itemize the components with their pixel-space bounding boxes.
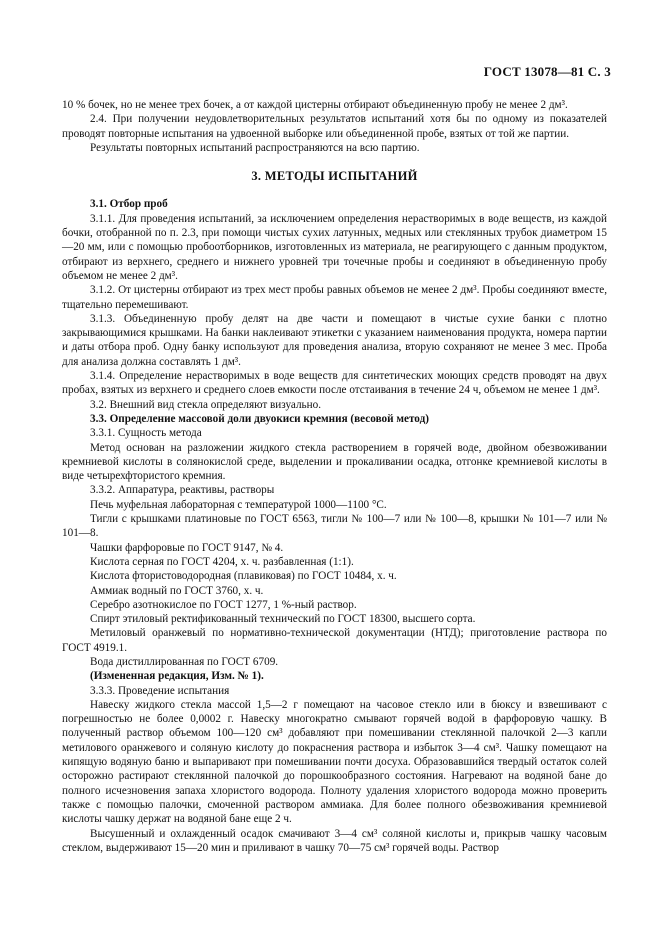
paragraph: Высушенный и охлажденный осадок смачивают 3—4 см³ соляной кислоты и, прикрыв чашку часовым стеклом, выдерживают 15—20 мин и приливают в чашку 70—75 см³ горячей воды. Раствор [62,827,607,854]
subsection-heading: 3.3. Определение массовой доли двуокиси кремния (весовой метод) [90,412,429,425]
paragraph: 3.2. Внешний вид стекла определяют визуально. [90,398,322,411]
paragraph: Метод основан на разложении жидкого стекла растворением в горячей воде, двойном обезвоживании кремниевой кислоты в солянокислой среде, выделении и прокаливании осадка, отгонке кремниевой кислоты в виде четырехфтористого кремния. [62,441,607,483]
paragraph: 3.1.4. Определение нерастворимых в воде веществ для синтетических моющих средств проводят на двух пробах, взятых из верхнего и среднего слоев емкости после отстаивания в течение 24 ч, объемом не менее 1 дм³. [62,370,607,397]
paragraph: 3.1.3. Объединенную пробу делят на две части и помещают в чистые сухие банки с плотно закрывающимися крышками. На банки наклеивают этикетки с указанием наименования продукта, номера партии и даты отбора проб. Одну банку используют для проведения анализа, вторую сохраняют не менее 3 мес. Проба для анализа должна составлять 1 дм³. [62,312,607,368]
page-header: ГОСТ 13078—81 С. 3 [483,64,611,79]
paragraph: Вода дистиллированная по ГОСТ 6709. [90,655,279,668]
subsection-heading: 3.1. Отбор проб [90,198,168,211]
section-title: 3. МЕТОДЫ ИСПЫТАНИЙ [251,169,418,184]
paragraph: Результаты повторных испытаний распространяются на всю партию. [90,141,420,154]
paragraph: 10 % бочек, но не менее трех бочек, а от каждой цистерны отбирают объединенную пробу не менее 2 дм³. [62,99,568,111]
paragraph: Аммиак водный по ГОСТ 3760, х. ч. [90,584,264,597]
amendment-note: (Измененная редакция, Изм. № 1). [90,670,264,683]
paragraph: 3.1.1. Для проведения испытаний, за исключением определения нерастворимых в воде веществ, из каждой бочки, отобранной по п. 2.3, при помощи чистых сухих латунных, медных или стеклянных трубок диаметром 15—20 мм, или с помощью пробоотборников, изготовленных из материала, не реагирующего с данным продуктом, отбирают из верхнего, среднего и нижнего уровней три точечные пробы и соединяют в объединенную пробу объемом не менее 2 дм³. [62,212,607,282]
paragraph: Чашки фарфоровые по ГОСТ 9147, № 4. [90,541,284,554]
paragraph: Серебро азотнокислое по ГОСТ 1277, 1 %-ный раствор. [90,598,357,611]
paragraph: Спирт этиловый ректификованный технический по ГОСТ 18300, высшего сорта. [90,613,476,626]
paragraph: Печь муфельная лабораторная с температурой 1000—1100 °С. [90,498,387,511]
paragraph: Кислота фтористоводородная (плавиковая) по ГОСТ 10484, х. ч. [90,570,397,583]
paragraph: 2.4. При получении неудовлетворительных результатов испытаний хотя бы по одному из показателей проводят повторные испытания на удвоенной выборке или объединенной пробе, взятых от той же партии. [62,113,607,140]
paragraph: Кислота серная по ГОСТ 4204, х. ч. разбавленная (1:1). [90,555,354,568]
document-body [62,98,607,855]
paragraph: 3.1.2. От цистерны отбирают из трех мест пробы равных объемов не менее 2 дм³. Пробы соединяют вместе, тщательно перемешивают. [62,284,607,311]
paragraph: 3.3.2. Аппаратура, реактивы, растворы [90,484,275,497]
paragraph: 3.3.1. Сущность метода [90,427,202,440]
paragraph: Навеску жидкого стекла массой 1,5—2 г помещают на часовое стекло или в бюксу и взвешивают с погрешностью не более 0,0002 г. Навеску многократно смывают горячей водой в фарфоровую чашку. В полученный раствор объемом 100—120 см³ добавляют при помешивании стеклянной палочкой 2—3 капли метилового оранжевого и соляную кислоту до покраснения раствора и избыток 3—4 см³. Чашку помещают на кипящую водяную баню и выпаривают при помешивании почти досуха. Образовавшийся твердый остаток солей осторожно растирают стеклянной палочкой до порошкообразного состояния. Нагревают на водяной бане до полного исчезновения запаха хлористого водорода. Полноту удаления хлористого водорода можно проверить также с помощью палочки, смоченной раствором аммиака. Для более полного обезвоживания кремниевой кислоты чашку держат на водяной бане еще 2 ч. [62,698,607,826]
paragraph: Метиловый оранжевый по нормативно-технической документации (НТД); приготовление раствора по ГОСТ 4919.1. [62,627,607,654]
paragraph: Тигли с крышками платиновые по ГОСТ 6563, тигли № 100—7 или № 100—8, крышки № 101—7 или № 101—8. [62,513,607,540]
paragraph: 3.3.3. Проведение испытания [90,684,230,697]
